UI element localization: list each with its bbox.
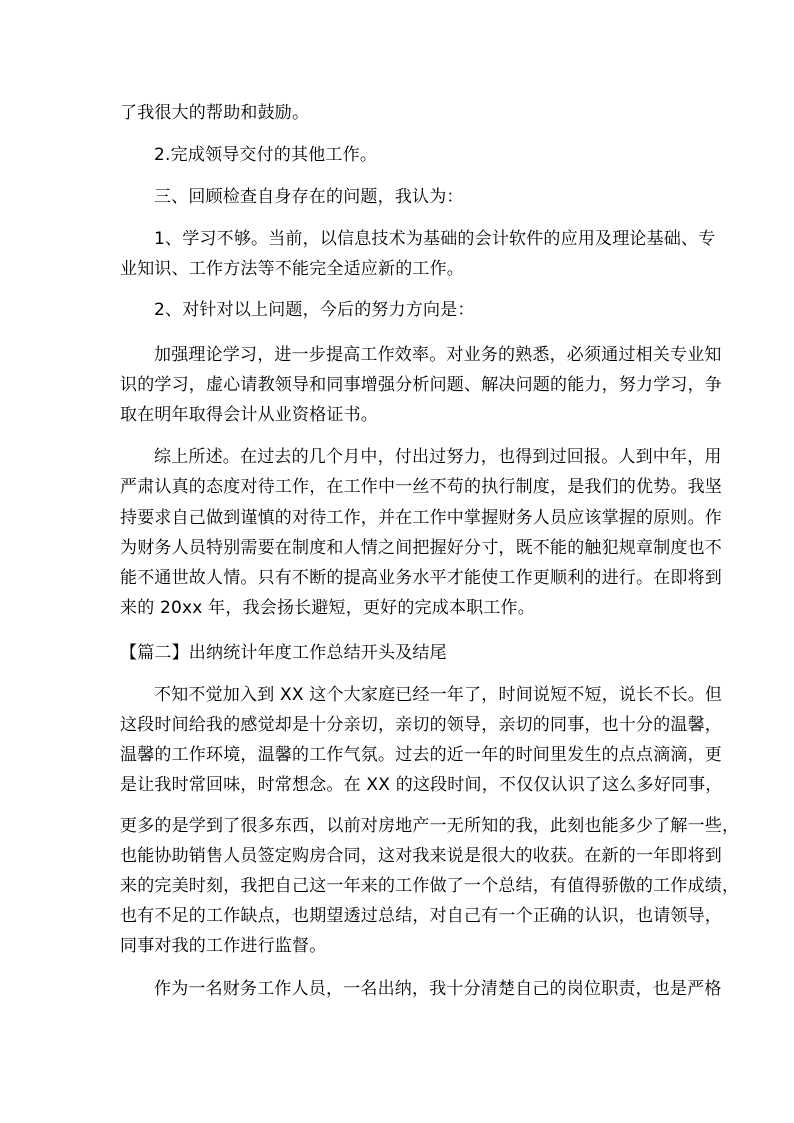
section-title: 【篇二】出纳统计年度工作总结开头及结尾 xyxy=(120,643,447,663)
paragraph-line: 来的 20xx 年，我会扬长避短，更好的完成本职工作。 xyxy=(120,598,535,618)
paragraph-line: 不知不觉加入到 XX 这个大家庭已经一年了，时间说短不短，说长不长。但 xyxy=(154,685,723,705)
paragraph-line: 综上所述。在过去的几个月中，付出过努力，也得到过回报。人到中年，用 xyxy=(154,447,722,467)
paragraph-line: 2、对针对以上问题，今后的努力方向是： xyxy=(154,300,475,320)
paragraph-line: 来的完美时刻，我把自己这一年来的工作做了一个总结，有值得骄傲的工作成绩， xyxy=(120,876,740,896)
paragraph-line: 了我很大的帮助和鼓励。 xyxy=(120,103,310,123)
paragraph-line: 加强理论学习，进一步提高工作效率。对业务的熟悉，必须通过相关专业知 xyxy=(154,345,722,365)
paragraph-line: 2.完成领导交付的其他工作。 xyxy=(154,145,378,165)
paragraph-line: 同事对我的工作进行监督。 xyxy=(120,936,327,956)
paragraph-line: 更多的是学到了很多东西，以前对房地产一无所知的我，此刻也能多少了解一些， xyxy=(120,816,740,836)
paragraph-line: 温馨的工作环境，温馨的工作气氛。过去的近一年的时间里发生的点点滴滴，更 xyxy=(120,745,722,765)
paragraph-line: 也有不足的工作缺点，也期望透过总结，对自己有一个正确的认识，也请领导， xyxy=(120,906,722,926)
paragraph-line: 这段时间给我的感觉却是十分亲切，亲切的领导，亲切的同事，也十分的温馨， xyxy=(120,715,722,735)
paragraph-line: 也能协助销售人员签定购房合同，这对我来说是很大的收获。在新的一年即将到 xyxy=(120,846,722,866)
paragraph-line: 识的学习，虚心请教领导和同事增强分析问题、解决问题的能力，努力学习，争 xyxy=(120,375,722,395)
paragraph-line: 能不通世故人情。只有不断的提高业务水平才能使工作更顺利的进行。在即将到 xyxy=(120,568,722,588)
paragraph-line: 持要求自己做到谨慎的对待工作，并在工作中掌握财务人员应该掌握的原则。作 xyxy=(120,508,722,528)
section-heading: 三、回顾检查自身存在的问题，我认为： xyxy=(154,187,464,207)
paragraph-line: 业知识、工作方法等不能完全适应新的工作。 xyxy=(120,259,464,279)
paragraph-line: 严肃认真的态度对待工作，在工作中一丝不苟的执行制度，是我们的优势。我坚 xyxy=(120,477,722,497)
paragraph-line: 是让我时常回味，时常想念。在 XX 的这段时间，不仅仅认识了这么多好同事， xyxy=(120,775,723,795)
paragraph-line: 为财务人员特别需要在制度和人情之间把握好分寸，既不能的触犯规章制度也不 xyxy=(120,538,722,558)
paragraph-line: 取在明年取得会计从业资格证书。 xyxy=(120,405,378,425)
paragraph-line: 作为一名财务工作人员，一名出纳，我十分清楚自己的岗位职责，也是严格 xyxy=(154,979,722,999)
paragraph-line: 1、学习不够。当前，以信息技术为基础的会计软件的应用及理论基础、专 xyxy=(154,229,716,249)
